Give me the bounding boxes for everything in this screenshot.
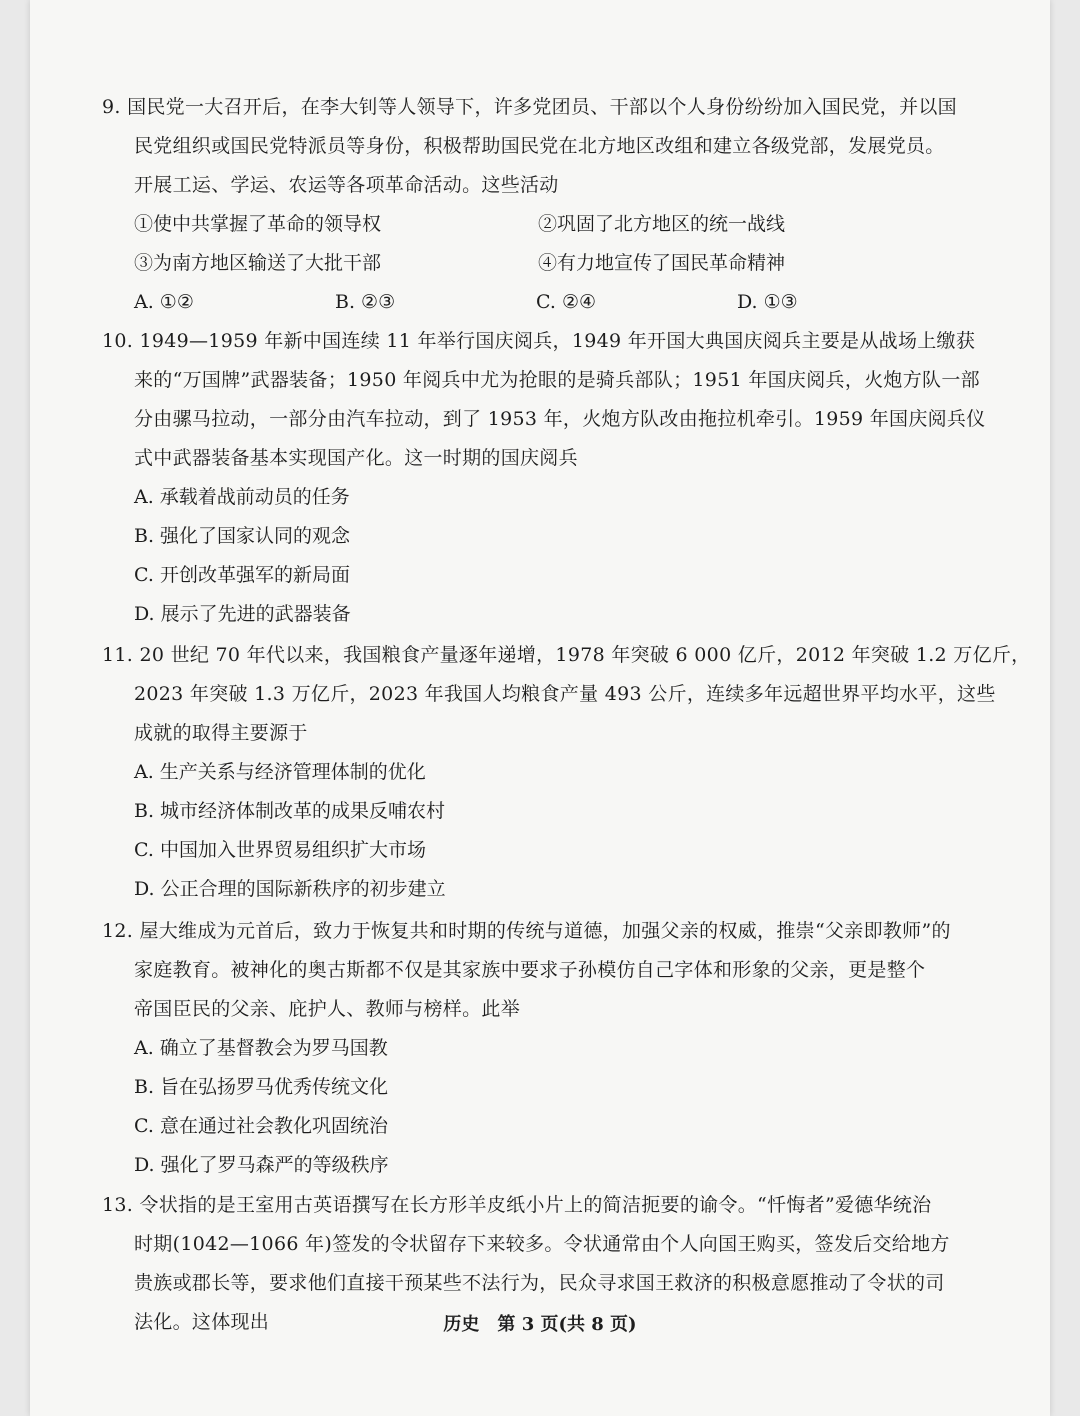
statement-1: ①使中共掌握了革命的领导权 [134,213,382,235]
statement-3: ③为南方地区输送了大批干部 [134,252,382,274]
question-9 [102,88,1002,322]
option-a: A. 承载着战前动员的任务 [134,486,350,508]
option-b: B. 城市经济体制改革的成果反哺农村 [134,800,446,822]
question-text-line: 分由骡马拉动，一部分由汽车拉动，到了 1953 年，火炮方队改由拖拉机牵引。1959 年国庆阅兵仪 [134,408,986,430]
question-text-line: 民党组织或国民党特派员等身份，积极帮助国民党在北方地区改组和建立各级党部，发展党员。 [134,135,945,157]
question-text-line: 12. 屋大维成为元首后，致力于恢复共和时期的传统与道德，加强父亲的权威，推崇“父亲即教师”的 [102,920,951,942]
exam-page [30,0,1050,1416]
option-a: A. 生产关系与经济管理体制的优化 [134,761,426,783]
statement-4: ④有力地宣传了国民革命精神 [538,252,786,274]
question-text-line: 贵族或郡长等，要求他们直接干预某些不法行为，民众寻求国王救济的积极意愿推动了令状的司 [134,1272,945,1294]
statement-row [102,205,1002,244]
option-b: B. 强化了国家认同的观念 [134,525,351,547]
question-10 [102,322,1002,634]
question-text-line: 开展工运、学运、农运等各项革命活动。这些活动 [134,174,559,196]
question-12 [102,912,1002,1185]
question-text-line: 来的“万国牌”武器装备；1950 年阅兵中尤为抢眼的是骑兵部队；1951 年国庆阅兵，火炮方队一部 [134,369,980,391]
question-text-line: 2023 年突破 1.3 万亿斤，2023 年我国人均粮食产量 493 公斤，连续多年远超世界平均水平，这些 [134,683,996,705]
option-b: B. ②③ [335,291,396,313]
question-text-line: 时期(1042—1066 年)签发的令状留存下来较多。令状通常由个人向国王购买，签发后交给地方 [134,1233,950,1255]
option-d: D. 展示了先进的武器装备 [134,603,351,625]
option-d: D. 公正合理的国际新秩序的初步建立 [134,878,446,900]
option-b: B. 旨在弘扬罗马优秀传统文化 [134,1076,389,1098]
option-c: C. 中国加入世界贸易组织扩大市场 [134,839,426,861]
question-text-line: 10. 1949—1959 年新中国连续 11 年举行国庆阅兵，1949 年开国大典国庆阅兵主要是从战场上缴获 [102,330,976,352]
question-text-line: 家庭教育。被神化的奥古斯都不仅是其家族中要求子孙模仿自己字体和形象的父亲，更是整个 [134,959,926,981]
question-text-line: 法化。这体现出 [134,1311,270,1333]
question-text-line: 11. 20 世纪 70 年代以来，我国粮食产量逐年递增，1978 年突破 6 000 亿斤，2012 年突破 1.2 万亿斤， [102,644,1031,666]
question-text-line: 9. 国民党一大召开后，在李大钊等人领导下，许多党团员、干部以个人身份纷纷加入国民党，并以国 [102,96,957,118]
option-c: C. ②④ [536,291,597,313]
question-text-line: 成就的取得主要源于 [134,722,308,744]
page-footer: 历史 第 3 页(共 8 页) [443,1314,637,1335]
option-a: A. 确立了基督教会为罗马国教 [134,1037,388,1059]
question-text-line: 13. 令状指的是王室用古英语撰写在长方形羊皮纸小片上的简洁扼要的谕令。“忏悔者”爱德华统治 [102,1194,932,1216]
option-a: A. ①② [134,291,194,313]
answer-options-row [102,283,1002,322]
option-c: C. 开创改革强军的新局面 [134,564,350,586]
option-d: D. 强化了罗马森严的等级秩序 [134,1154,389,1176]
statement-row [102,244,1002,283]
option-d: D. ①③ [737,291,798,313]
statement-2: ②巩固了北方地区的统一战线 [538,213,786,235]
question-11 [102,636,1031,909]
question-text-line: 式中武器装备基本实现国产化。这一时期的国庆阅兵 [134,447,578,469]
option-c: C. 意在通过社会教化巩固统治 [134,1115,388,1137]
question-text-line: 帝国臣民的父亲、庇护人、教师与榜样。此举 [134,998,521,1020]
